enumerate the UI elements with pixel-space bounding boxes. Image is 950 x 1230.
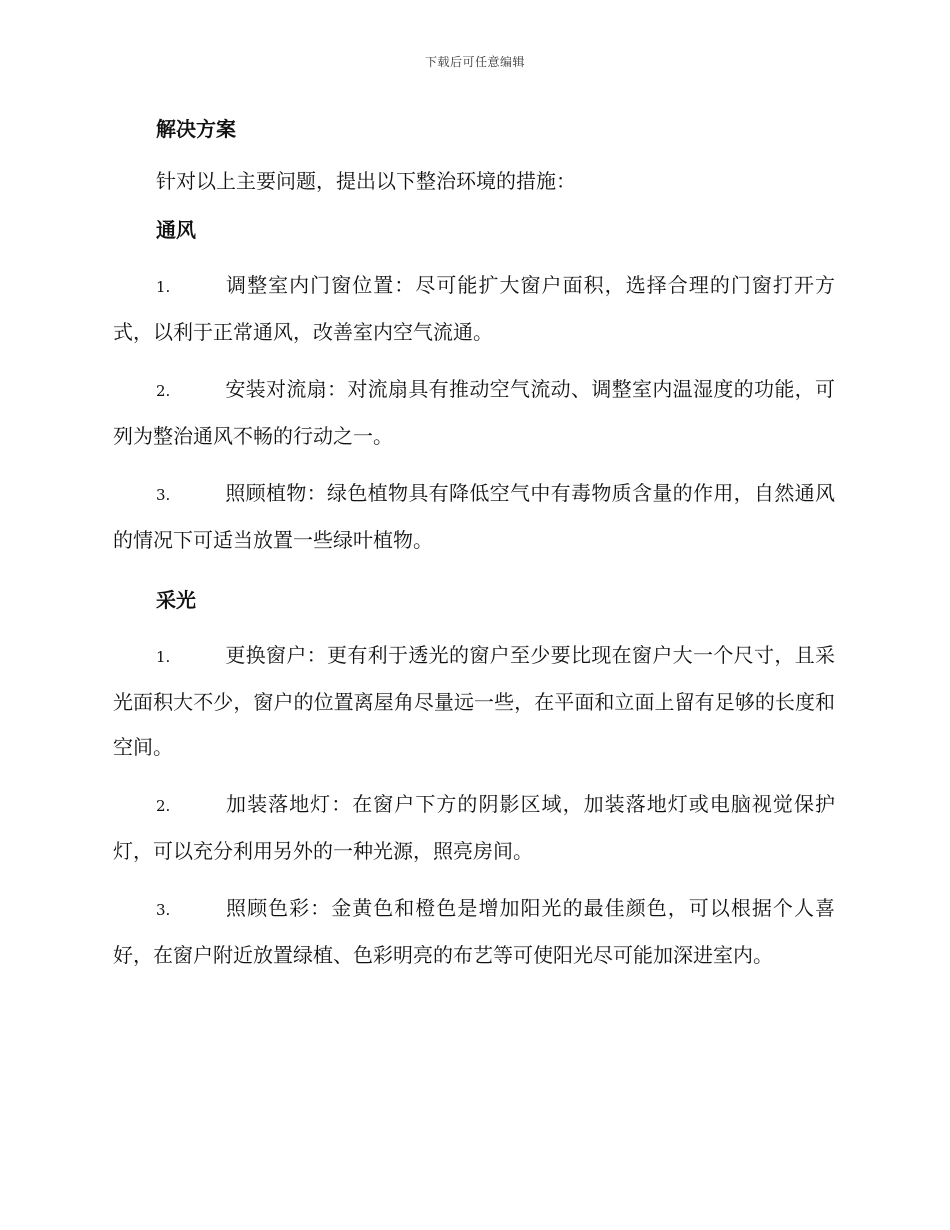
list-item xyxy=(113,367,835,459)
list-item-number: 1. xyxy=(156,278,171,296)
section-heading-lighting: 采光 xyxy=(156,588,196,612)
section-heading-ventilation: 通风 xyxy=(156,218,196,242)
list-item-number: 3. xyxy=(156,901,171,919)
intro-paragraph: 针对以上主要问题，提出以下整治环境的措施： xyxy=(156,169,576,193)
list-item-text: 照顾色彩：金黄色和橙色是增加阳光的最佳颜色，可以根据个人喜好，在窗户附近放置绿植、色彩明亮的布艺等可使阳光尽可能加深进室内。 xyxy=(113,896,835,967)
page-header-note: 下载后可任意编辑 xyxy=(424,55,525,69)
list-item-number: 3. xyxy=(156,486,171,504)
list-item xyxy=(113,886,835,978)
list-item-number: 2. xyxy=(156,797,171,815)
list-item xyxy=(113,471,835,563)
list-item-text: 照顾植物：绿色植物具有降低空气中有毒物质含量的作用，自然通风的情况下可适当放置一些绿叶植物。 xyxy=(113,481,835,552)
list-item xyxy=(113,263,835,355)
list-item-text: 加装落地灯：在窗户下方的阴影区域，加装落地灯或电脑视觉保护灯，可以充分利用另外的一种光源，照亮房间。 xyxy=(113,792,835,863)
list-item-text: 安装对流扇：对流扇具有推动空气流动、调整室内温湿度的功能，可列为整治通风不畅的行动之一。 xyxy=(113,377,835,448)
list-item xyxy=(113,782,835,874)
list-item-text: 调整室内门窗位置：尽可能扩大窗户面积，选择合理的门窗打开方式，以利于正常通风，改善室内空气流通。 xyxy=(113,273,835,344)
document-body xyxy=(113,114,835,978)
list-item xyxy=(113,633,835,770)
list-item-number: 2. xyxy=(156,382,171,400)
list-item-number: 1. xyxy=(156,648,171,666)
solution-heading: 解决方案 xyxy=(156,117,236,141)
list-item-text: 更换窗户：更有利于透光的窗户至少要比现在窗户大一个尺寸，且采光面积大不少，窗户的位置离屋角尽量远一些，在平面和立面上留有足够的长度和空间。 xyxy=(113,643,835,759)
